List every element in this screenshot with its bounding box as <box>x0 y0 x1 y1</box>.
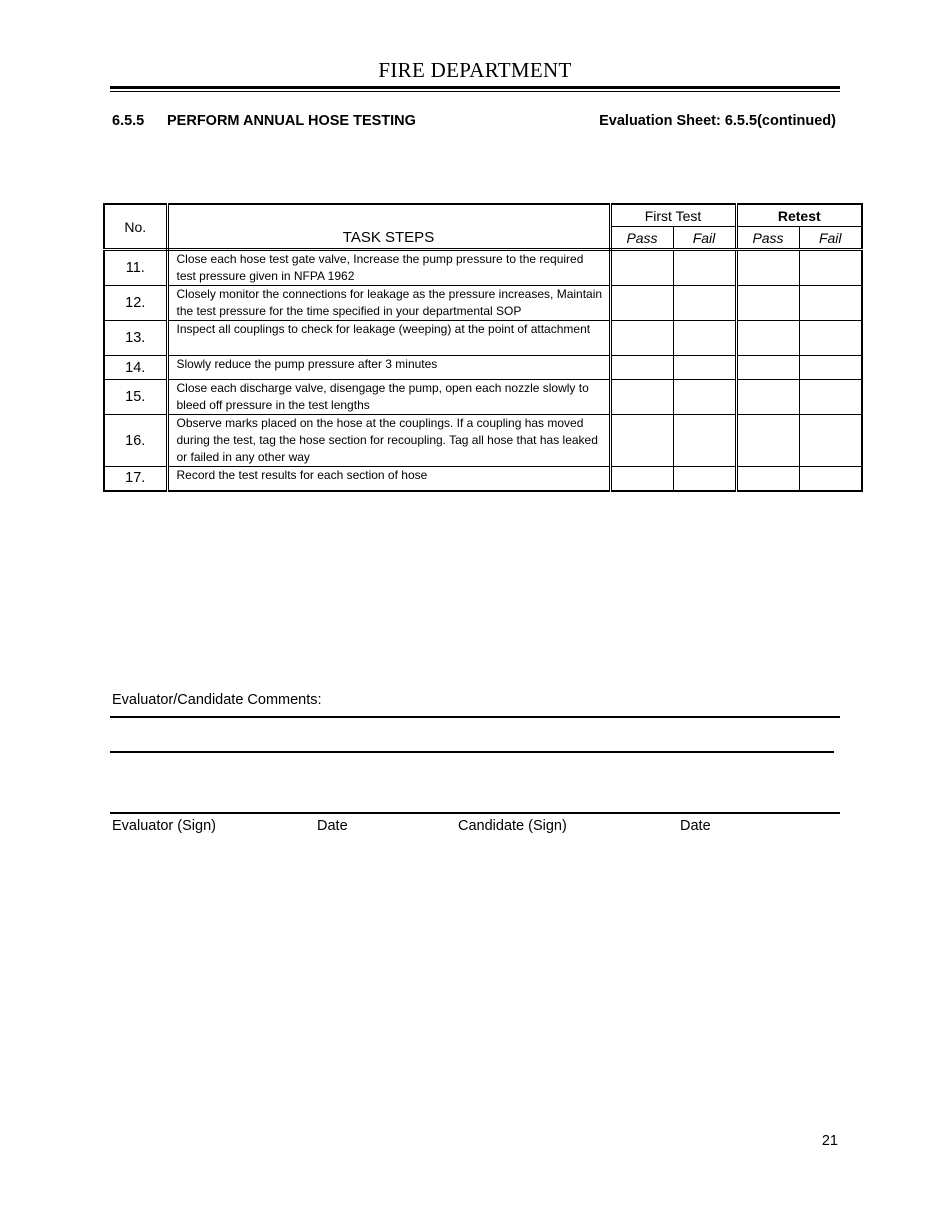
table-row <box>104 415 862 467</box>
retest-fail-cell[interactable] <box>799 286 862 321</box>
table-row <box>104 356 862 380</box>
retest-pass-cell[interactable] <box>736 250 799 286</box>
header-first-fail: Fail <box>673 227 736 250</box>
row-number: 11. <box>104 250 167 286</box>
row-task-step: Inspect all couplings to check for leakage (weeping) at the point of attachment <box>167 321 610 356</box>
retest-pass-cell[interactable] <box>736 380 799 415</box>
row-number: 16. <box>104 415 167 467</box>
row-number: 14. <box>104 356 167 380</box>
retest-fail-cell[interactable] <box>799 321 862 356</box>
header-first-pass: Pass <box>610 227 673 250</box>
comments-label: Evaluator/Candidate Comments: <box>112 692 322 708</box>
evaluator-sign-label: Evaluator (Sign) <box>112 818 216 834</box>
retest-pass-cell[interactable] <box>736 286 799 321</box>
row-task-step: Record the test results for each section of hose <box>167 467 610 491</box>
candidate-sign-label: Candidate (Sign) <box>458 818 567 834</box>
row-task-step: Slowly reduce the pump pressure after 3 minutes <box>167 356 610 380</box>
retest-pass-cell[interactable] <box>736 415 799 467</box>
retest-pass-cell[interactable] <box>736 467 799 491</box>
first-fail-cell[interactable] <box>673 467 736 491</box>
header-first-test: First Test <box>610 204 736 227</box>
header-task-steps: TASK STEPS <box>167 204 610 250</box>
candidate-date-label: Date <box>680 818 711 834</box>
row-number: 15. <box>104 380 167 415</box>
header-retest: Retest <box>736 204 862 227</box>
evaluator-date-label: Date <box>317 818 348 834</box>
page-number: 21 <box>821 1133 838 1149</box>
first-fail-cell[interactable] <box>673 356 736 380</box>
retest-pass-cell[interactable] <box>736 356 799 380</box>
evaluation-sheet-label: Evaluation Sheet: 6.5.5(continued) <box>599 113 836 129</box>
first-pass-cell[interactable] <box>610 321 673 356</box>
signature-line[interactable] <box>110 812 840 814</box>
retest-fail-cell[interactable] <box>799 250 862 286</box>
table-row <box>104 250 862 286</box>
first-fail-cell[interactable] <box>673 286 736 321</box>
row-task-step: Observe marks placed on the hose at the couplings. If a coupling has moved during the test, tag the hose section for recoupling. Tag all hose that has leaked or failed in any other way <box>167 415 610 467</box>
task-steps-table <box>103 203 863 492</box>
comments-line[interactable] <box>110 716 840 718</box>
table-row <box>104 380 862 415</box>
header-rule-thin <box>110 91 840 92</box>
retest-fail-cell[interactable] <box>799 380 862 415</box>
first-fail-cell[interactable] <box>673 250 736 286</box>
section-title: PERFORM ANNUAL HOSE TESTING <box>167 113 416 129</box>
first-pass-cell[interactable] <box>610 415 673 467</box>
row-number: 13. <box>104 321 167 356</box>
table-row <box>104 286 862 321</box>
row-number: 12. <box>104 286 167 321</box>
retest-pass-cell[interactable] <box>736 321 799 356</box>
first-fail-cell[interactable] <box>673 321 736 356</box>
first-pass-cell[interactable] <box>610 467 673 491</box>
first-fail-cell[interactable] <box>673 415 736 467</box>
retest-fail-cell[interactable] <box>799 415 862 467</box>
first-pass-cell[interactable] <box>610 250 673 286</box>
first-pass-cell[interactable] <box>610 356 673 380</box>
header-retest-fail: Fail <box>799 227 862 250</box>
table-row <box>104 467 862 491</box>
retest-fail-cell[interactable] <box>799 356 862 380</box>
first-pass-cell[interactable] <box>610 380 673 415</box>
first-pass-cell[interactable] <box>610 286 673 321</box>
table-row <box>104 321 862 356</box>
retest-fail-cell[interactable] <box>799 467 862 491</box>
header-retest-pass: Pass <box>736 227 799 250</box>
comments-line[interactable] <box>110 751 834 753</box>
header-no: No. <box>104 204 167 250</box>
header-rule <box>110 86 840 89</box>
first-fail-cell[interactable] <box>673 380 736 415</box>
row-number: 17. <box>104 467 167 491</box>
row-task-step: Close each discharge valve, disengage the pump, open each nozzle slowly to bleed off pressure in the test lengths <box>167 380 610 415</box>
row-task-step: Closely monitor the connections for leakage as the pressure increases, Maintain the test pressure for the time specified in your departmental SOP <box>167 286 610 321</box>
section-number: 6.5.5 <box>112 113 145 129</box>
page-header-title: FIRE DEPARTMENT <box>378 58 572 82</box>
row-task-step: Close each hose test gate valve, Increase the pump pressure to the required test pressure given in NFPA 1962 <box>167 250 610 286</box>
